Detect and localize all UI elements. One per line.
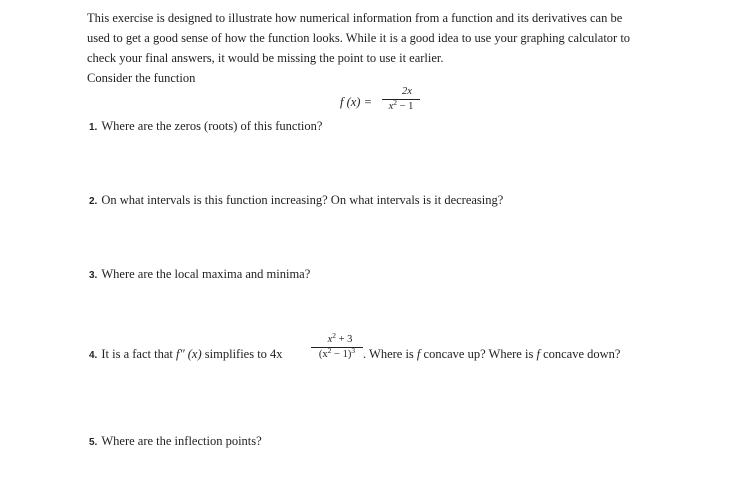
question-text: On what intervals is this function increasing? On what intervals is it decreasing? (101, 193, 504, 207)
question-number: 4. (89, 350, 98, 361)
f-double-prime: f″ (x) (175, 347, 202, 361)
second-derivative-fraction (311, 331, 363, 361)
intro-line-4: Consider the function (87, 71, 196, 85)
question-1 (89, 118, 322, 136)
question-number: 1. (89, 122, 98, 133)
question-text: Where are the inflection points? (101, 434, 262, 448)
function-numerator: 2x (402, 86, 412, 97)
question-4-tail: . Where is f concave up? Where is f concave down? (363, 347, 621, 361)
question-4 (89, 328, 709, 372)
question-4-lead: 4. It is a fact that f″ (x) simplifies to 4x (89, 347, 283, 361)
function-fraction (382, 86, 420, 113)
question-3 (89, 266, 310, 284)
intro-line-3: check your final answers, it would be missing the point to use it earlier. (87, 51, 444, 65)
function-denominator: $x^2 - 1$ (388, 98, 414, 112)
question-5 (89, 433, 262, 451)
question-number: 2. (89, 196, 98, 207)
question-2 (89, 192, 503, 210)
fraction-bar (311, 347, 363, 348)
question-number: 5. (89, 437, 98, 448)
intro-line-1: This exercise is designed to illustrate how numerical information from a function and its derivatives can be (87, 11, 623, 25)
second-derivative-denominator: $(x^2 - 1)^3$ (318, 346, 356, 360)
question-text: Where are the zeros (roots) of this function? (101, 119, 323, 133)
second-derivative-numerator: $x^2 + 3$ (327, 331, 353, 345)
intro-line-2: used to get a good sense of how the function looks. While it is a good idea to use your graphing calculator to (87, 31, 631, 45)
function-lhs: f (x) = (340, 95, 373, 109)
question-text: Where are the local maxima and minima? (101, 267, 311, 281)
fraction-bar (382, 99, 420, 100)
question-number: 3. (89, 270, 98, 281)
